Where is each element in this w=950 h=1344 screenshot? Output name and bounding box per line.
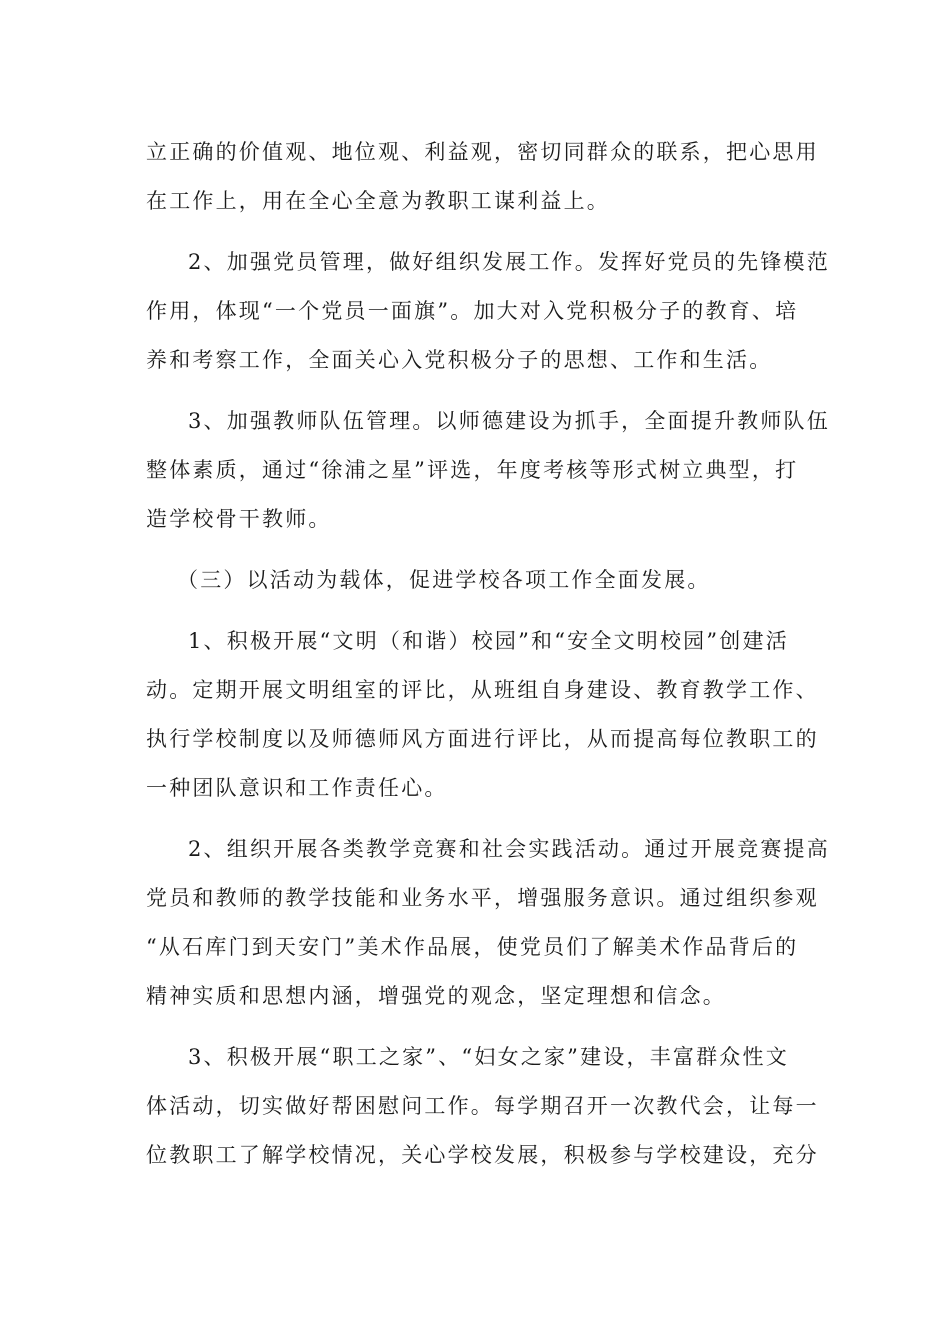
paragraph-line: 3、积极开展“职工之家”、“妇女之家”建设，丰富群众性文 [188, 1045, 789, 1069]
paragraph-line: 党员和教师的教学技能和业务水平，增强服务意识。通过组织参观 [146, 886, 819, 910]
paragraph-line: 一种团队意识和工作责任心。 [146, 776, 448, 800]
paragraph-line: 动。定期开展文明组室的评比，从班组自身建设、教育教学工作、 [146, 678, 819, 702]
paragraph-line: 造学校骨干教师。 [146, 507, 332, 531]
paragraph-line: 整体素质，通过“徐浦之星”评选，年度考核等形式树立典型，打 [146, 458, 799, 482]
paragraph-line: 体活动，切实做好帮困慰问工作。每学期召开一次教代会，让每一 [146, 1094, 819, 1118]
paragraph-line: 精神实质和思想内涵，增强党的观念，坚定理想和信念。 [146, 984, 726, 1008]
paragraph-line: 2、加强党员管理，做好组织发展工作。发挥好党员的先锋模范 [188, 250, 830, 274]
paragraph-line: “从石库门到天安门”美术作品展，使党员们了解美术作品背后的 [146, 935, 799, 959]
paragraph-line: 执行学校制度以及师德师风方面进行评比，从而提高每位教职工的 [146, 727, 819, 751]
paragraph-line: 立正确的价值观、地位观、利益观，密切同群众的联系，把心思用 [146, 140, 819, 164]
paragraph-line: 2、组织开展各类教学竞赛和社会实践活动。通过开展竞赛提高 [188, 837, 830, 861]
paragraph-line: 3、加强教师队伍管理。以师德建设为抓手，全面提升教师队伍 [188, 409, 830, 433]
paragraph-line: 在工作上，用在全心全意为教职工谋利益上。 [146, 189, 610, 213]
paragraph-line: 1、积极开展“文明（和谐）校园”和“安全文明校园”创建活 [188, 629, 789, 653]
paragraph-line: 位教职工了解学校情况，关心学校发展，积极参与学校建设，充分 [146, 1143, 819, 1167]
paragraph-line: 养和考察工作，全面关心入党积极分子的思想、工作和生活。 [146, 348, 773, 372]
section-heading: （三）以活动为载体，促进学校各项工作全面发展。 [177, 568, 711, 592]
paragraph-line: 作用，体现“一个党员一面旗”。加大对入党积极分子的教育、培 [146, 299, 799, 323]
